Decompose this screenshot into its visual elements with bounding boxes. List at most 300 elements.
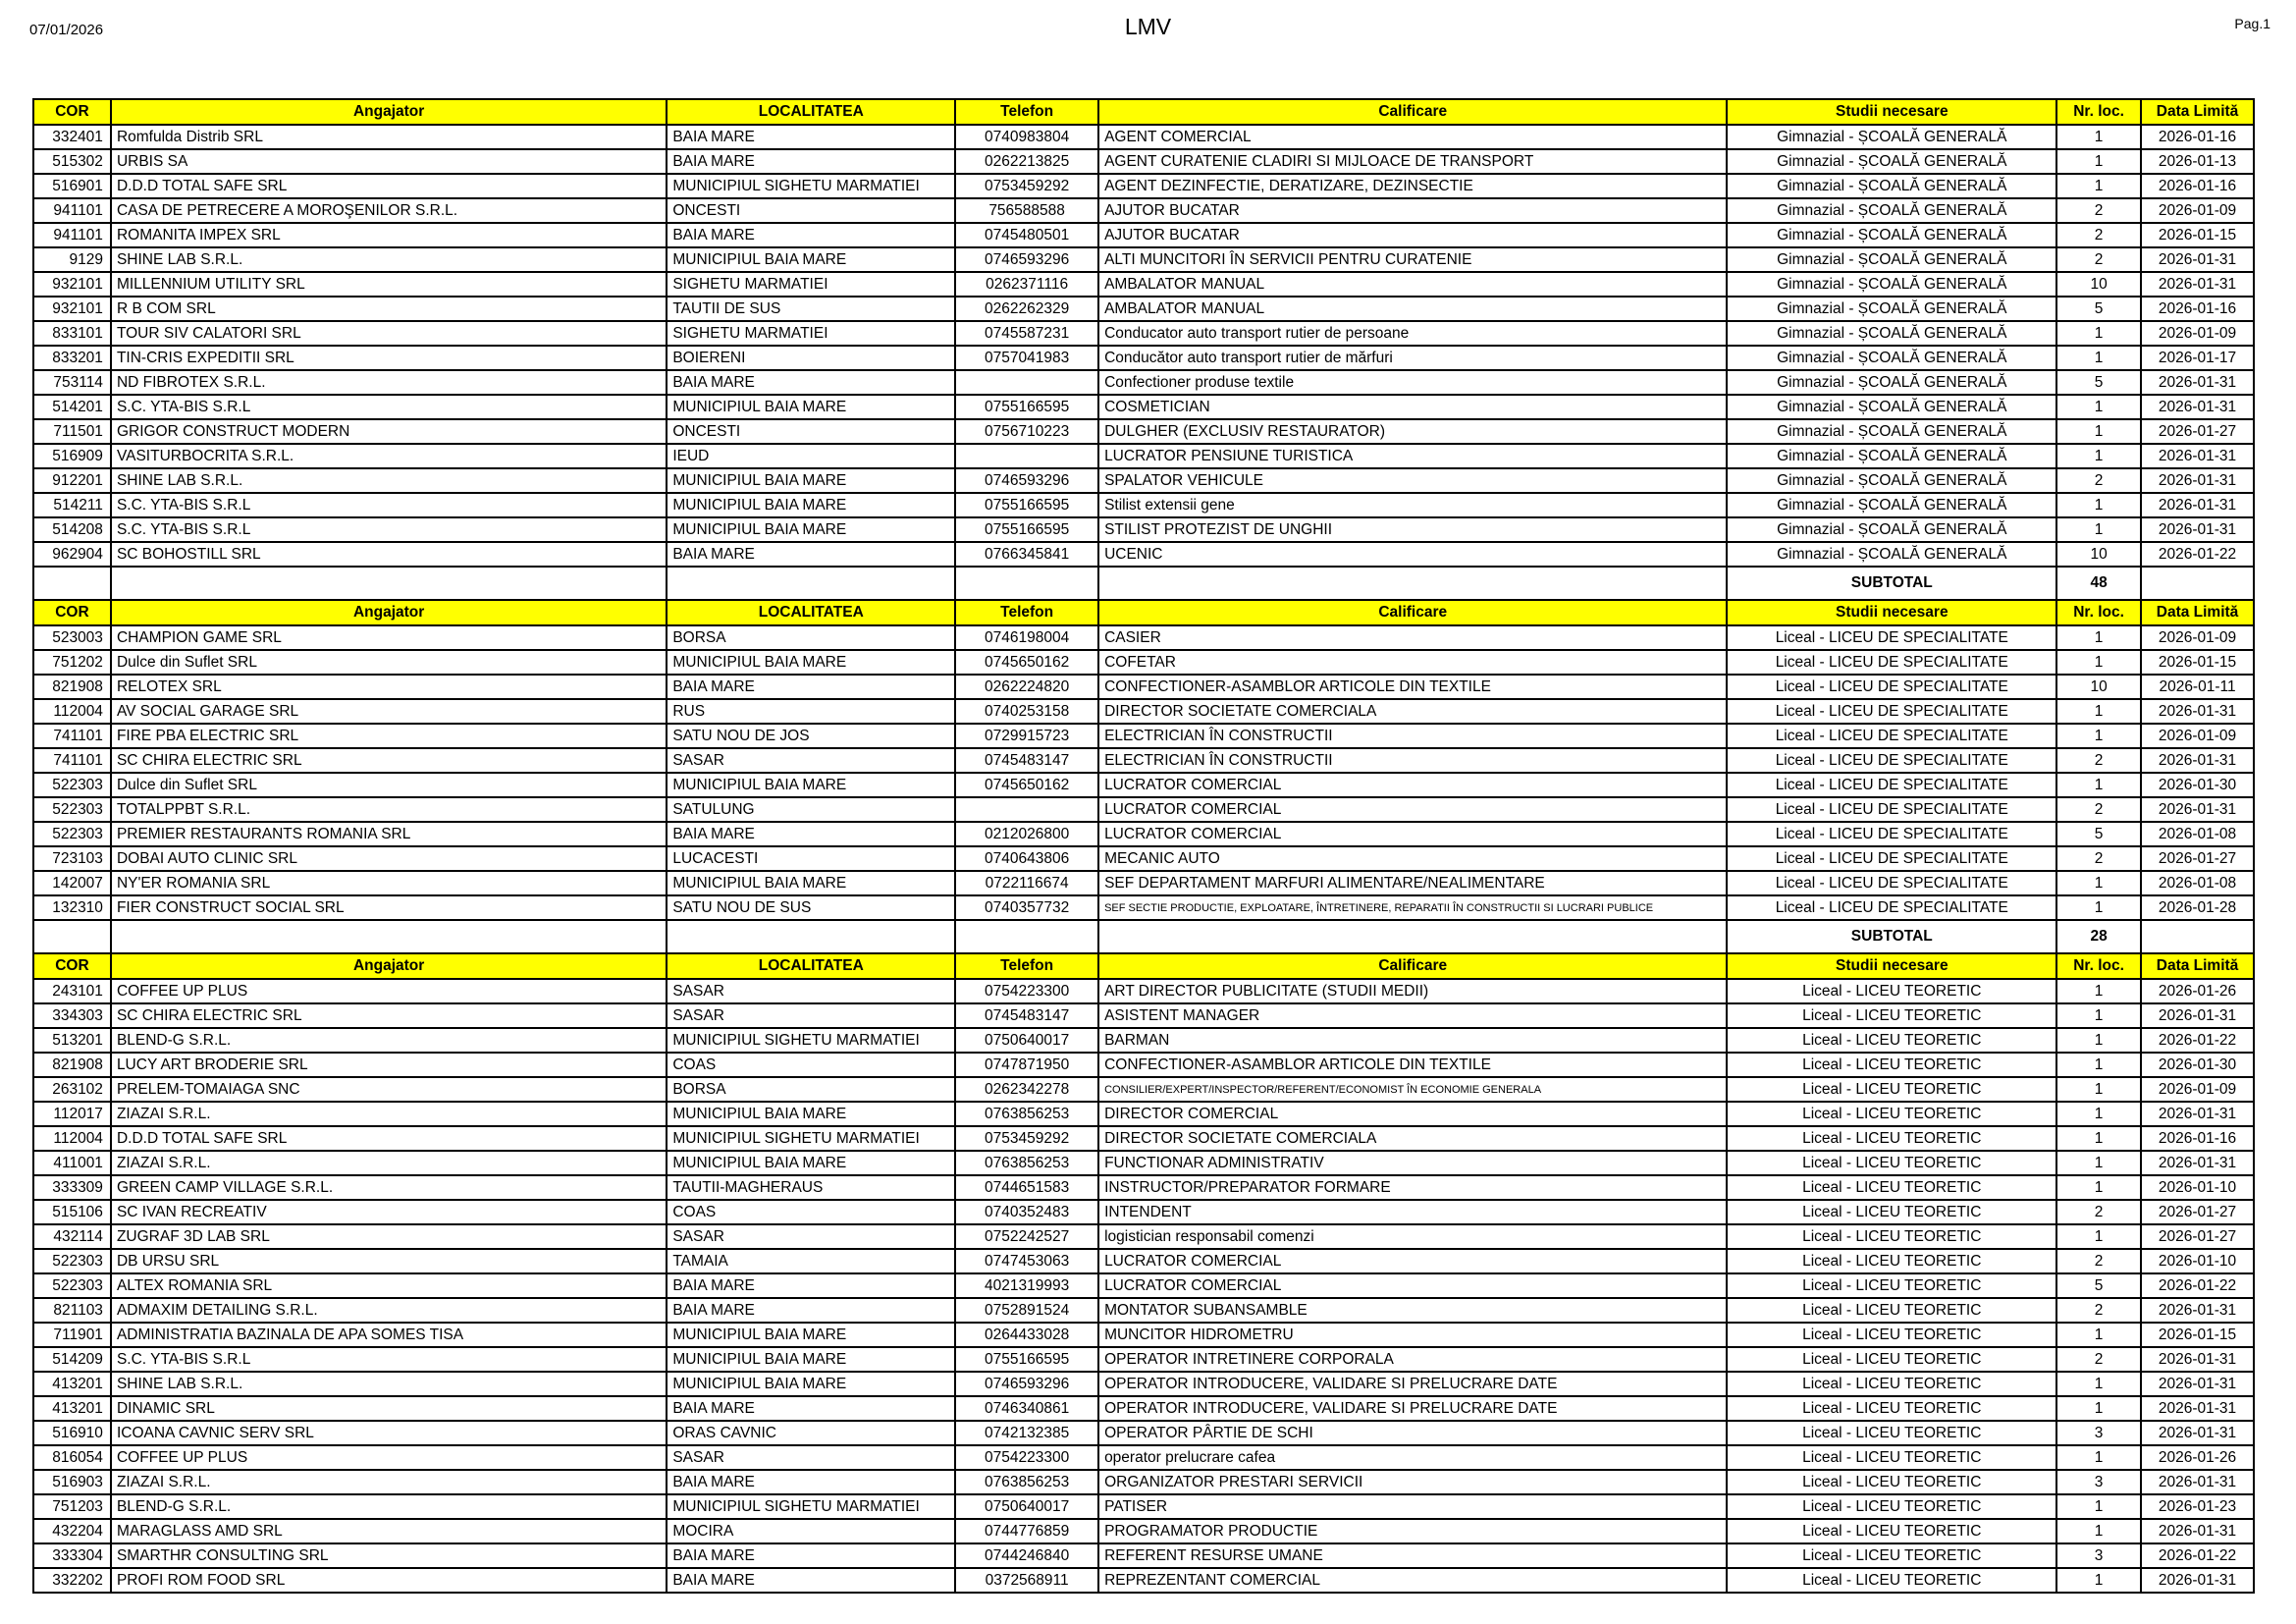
column-header-calificare: Calificare (1098, 953, 1727, 979)
table-row (33, 346, 2254, 370)
cell-studii-necesare: Gimnazial - ȘCOALĂ GENERALĂ (1727, 395, 2056, 419)
cell-nr-loc: 1 (2056, 1323, 2141, 1347)
cell-telefon: 0755166595 (955, 1347, 1098, 1372)
cell-localitatea: ORAS CAVNIC (667, 1421, 955, 1445)
cell-angajator: ZIAZAI S.R.L. (111, 1470, 667, 1494)
cell-angajator: TIN-CRIS EXPEDITII SRL (111, 346, 667, 370)
cell-data-limit: 2026-01-27 (2141, 1224, 2254, 1249)
cell-calificare: CASIER (1098, 625, 1727, 650)
cell-calificare: STILIST PROTEZIST DE UNGHII (1098, 517, 1727, 542)
cell-studii-necesare: Liceal - LICEU TEORETIC (1727, 1372, 2056, 1396)
cell-studii-necesare: Liceal - LICEU TEORETIC (1727, 1077, 2056, 1102)
table-row (33, 370, 2254, 395)
column-header-nr-loc: Nr. loc. (2056, 953, 2141, 979)
cell-angajator: ND FIBROTEX S.R.L. (111, 370, 667, 395)
cell-telefon: 0755166595 (955, 493, 1098, 517)
column-header-studii-necesare: Studii necesare (1727, 600, 2056, 625)
column-header-calificare: Calificare (1098, 600, 1727, 625)
cell-studii-necesare: Gimnazial - ȘCOALĂ GENERALĂ (1727, 493, 2056, 517)
cell-telefon (955, 370, 1098, 395)
table-row (33, 748, 2254, 773)
cell-data-limit: 2026-01-08 (2141, 871, 2254, 895)
cell-localitatea: MOCIRA (667, 1519, 955, 1543)
empty-cell (2141, 567, 2254, 600)
cell-telefon: 0756710223 (955, 419, 1098, 444)
cell-angajator: SHINE LAB S.R.L. (111, 247, 667, 272)
empty-cell (33, 920, 111, 953)
empty-cell (2141, 920, 2254, 953)
cell-studii-necesare: Gimnazial - ȘCOALĂ GENERALĂ (1727, 370, 2056, 395)
subtotal-row (33, 920, 2254, 953)
cell-data-limit: 2026-01-31 (2141, 444, 2254, 468)
cell-calificare: AGENT CURATENIE CLADIRI SI MIJLOACE DE TRANSPORT (1098, 149, 1727, 174)
cell-calificare: ELECTRICIAN ÎN CONSTRUCTII (1098, 748, 1727, 773)
cell-studii-necesare: Liceal - LICEU DE SPECIALITATE (1727, 625, 2056, 650)
cell-telefon: 0753459292 (955, 1126, 1098, 1151)
cell-angajator: D.D.D TOTAL SAFE SRL (111, 1126, 667, 1151)
cell-data-limit: 2026-01-30 (2141, 773, 2254, 797)
cell-telefon: 0750640017 (955, 1494, 1098, 1519)
cell-angajator: NY'ER ROMANIA SRL (111, 871, 667, 895)
cell-telefon: 0754223300 (955, 1445, 1098, 1470)
cell-angajator: ROMANITA IMPEX SRL (111, 223, 667, 247)
subtotal-value: 28 (2056, 920, 2141, 953)
cell-studii-necesare: Gimnazial - ȘCOALĂ GENERALĂ (1727, 198, 2056, 223)
cell-localitatea: BORSA (667, 625, 955, 650)
cell-localitatea: COAS (667, 1200, 955, 1224)
cell-calificare: operator prelucrare cafea (1098, 1445, 1727, 1470)
cell-localitatea: BAIA MARE (667, 542, 955, 567)
cell-calificare: DIRECTOR SOCIETATE COMERCIALA (1098, 699, 1727, 724)
cell-studii-necesare: Liceal - LICEU DE SPECIALITATE (1727, 724, 2056, 748)
cell-telefon: 0372568911 (955, 1568, 1098, 1593)
page-date: 07/01/2026 (29, 22, 104, 38)
table-row (33, 797, 2254, 822)
table-row (33, 125, 2254, 149)
cell-data-limit: 2026-01-16 (2141, 1126, 2254, 1151)
cell-telefon: 0746340861 (955, 1396, 1098, 1421)
cell-data-limit: 2026-01-31 (2141, 1470, 2254, 1494)
cell-cor: 941101 (33, 198, 111, 223)
cell-angajator: URBIS SA (111, 149, 667, 174)
cell-localitatea: BAIA MARE (667, 822, 955, 846)
cell-telefon: 0763856253 (955, 1151, 1098, 1175)
cell-angajator: DOBAI AUTO CLINIC SRL (111, 846, 667, 871)
cell-angajator: SC IVAN RECREATIV (111, 1200, 667, 1224)
cell-telefon: 0747871950 (955, 1053, 1098, 1077)
column-header-row (33, 600, 2254, 625)
cell-localitatea: MUNICIPIUL BAIA MARE (667, 1151, 955, 1175)
cell-angajator: SC CHIRA ELECTRIC SRL (111, 748, 667, 773)
cell-calificare: Conducator auto transport rutier de persoane (1098, 321, 1727, 346)
cell-cor: 515302 (33, 149, 111, 174)
cell-cor: 833101 (33, 321, 111, 346)
cell-nr-loc: 2 (2056, 247, 2141, 272)
cell-angajator: AV SOCIAL GARAGE SRL (111, 699, 667, 724)
cell-cor: 514209 (33, 1347, 111, 1372)
cell-cor: 522303 (33, 822, 111, 846)
cell-angajator: FIER CONSTRUCT SOCIAL SRL (111, 895, 667, 920)
cell-localitatea: MUNICIPIUL BAIA MARE (667, 1372, 955, 1396)
cell-angajator: ALTEX ROMANIA SRL (111, 1273, 667, 1298)
cell-telefon (955, 444, 1098, 468)
cell-cor: 821908 (33, 675, 111, 699)
subtotal-value: 48 (2056, 567, 2141, 600)
cell-studii-necesare: Gimnazial - ȘCOALĂ GENERALĂ (1727, 419, 2056, 444)
cell-data-limit: 2026-01-31 (2141, 748, 2254, 773)
cell-cor: 816054 (33, 1445, 111, 1470)
column-header-data-limit: Data Limită (2141, 953, 2254, 979)
cell-telefon: 0740643806 (955, 846, 1098, 871)
cell-studii-necesare: Gimnazial - ȘCOALĂ GENERALĂ (1727, 346, 2056, 370)
cell-angajator: S.C. YTA-BIS S.R.L (111, 1347, 667, 1372)
cell-cor: 711501 (33, 419, 111, 444)
cell-angajator: GRIGOR CONSTRUCT MODERN (111, 419, 667, 444)
cell-calificare: AMBALATOR MANUAL (1098, 297, 1727, 321)
table-row (33, 871, 2254, 895)
cell-data-limit: 2026-01-08 (2141, 822, 2254, 846)
cell-telefon: 0744776859 (955, 1519, 1098, 1543)
cell-cor: 522303 (33, 773, 111, 797)
cell-telefon: 0747453063 (955, 1249, 1098, 1273)
cell-localitatea: BAIA MARE (667, 1470, 955, 1494)
cell-angajator: SC CHIRA ELECTRIC SRL (111, 1003, 667, 1028)
cell-calificare: LUCRATOR COMERCIAL (1098, 1249, 1727, 1273)
cell-calificare: MECANIC AUTO (1098, 846, 1727, 871)
cell-studii-necesare: Liceal - LICEU DE SPECIALITATE (1727, 895, 2056, 920)
cell-data-limit: 2026-01-31 (2141, 1396, 2254, 1421)
cell-cor: 515106 (33, 1200, 111, 1224)
column-header-angajator: Angajator (111, 953, 667, 979)
cell-data-limit: 2026-01-22 (2141, 1273, 2254, 1298)
cell-studii-necesare: Liceal - LICEU DE SPECIALITATE (1727, 650, 2056, 675)
cell-data-limit: 2026-01-31 (2141, 370, 2254, 395)
cell-nr-loc: 1 (2056, 1372, 2141, 1396)
table-row (33, 1494, 2254, 1519)
cell-data-limit: 2026-01-31 (2141, 797, 2254, 822)
cell-angajator: Dulce din Suflet SRL (111, 773, 667, 797)
cell-angajator: VASITURBOCRITA S.R.L. (111, 444, 667, 468)
cell-calificare: SEF SECTIE PRODUCTIE, EXPLOATARE, ÎNTRETINERE, REPARATII ÎN CONSTRUCTII SI LUCRARI PUBLICE (1098, 895, 1727, 920)
table-row (33, 468, 2254, 493)
cell-angajator: BLEND-G S.R.L. (111, 1494, 667, 1519)
cell-localitatea: MUNICIPIUL BAIA MARE (667, 1347, 955, 1372)
cell-localitatea: ONCESTI (667, 198, 955, 223)
cell-angajator: SHINE LAB S.R.L. (111, 468, 667, 493)
cell-studii-necesare: Gimnazial - ȘCOALĂ GENERALĂ (1727, 272, 2056, 297)
subtotal-label: SUBTOTAL (1727, 920, 2056, 953)
cell-studii-necesare: Liceal - LICEU TEORETIC (1727, 1421, 2056, 1445)
cell-studii-necesare: Liceal - LICEU TEORETIC (1727, 1249, 2056, 1273)
cell-localitatea: BAIA MARE (667, 1543, 955, 1568)
cell-telefon: 0262342278 (955, 1077, 1098, 1102)
cell-cor: 411001 (33, 1151, 111, 1175)
cell-telefon: 0755166595 (955, 517, 1098, 542)
cell-studii-necesare: Liceal - LICEU TEORETIC (1727, 1151, 2056, 1175)
cell-telefon: 0745650162 (955, 650, 1098, 675)
table-row (33, 1200, 2254, 1224)
cell-data-limit: 2026-01-26 (2141, 1445, 2254, 1470)
cell-telefon: 0212026800 (955, 822, 1098, 846)
cell-calificare: DIRECTOR SOCIETATE COMERCIALA (1098, 1126, 1727, 1151)
cell-localitatea: ONCESTI (667, 419, 955, 444)
cell-cor: 522303 (33, 1273, 111, 1298)
cell-localitatea: SASAR (667, 1445, 955, 1470)
cell-localitatea: MUNICIPIUL SIGHETU MARMATIEI (667, 1126, 955, 1151)
cell-calificare: LUCRATOR COMERCIAL (1098, 1273, 1727, 1298)
cell-calificare: INSTRUCTOR/PREPARATOR FORMARE (1098, 1175, 1727, 1200)
cell-cor: 932101 (33, 297, 111, 321)
empty-cell (667, 920, 955, 953)
cell-data-limit: 2026-01-31 (2141, 1298, 2254, 1323)
table-row (33, 1396, 2254, 1421)
cell-cor: 513201 (33, 1028, 111, 1053)
cell-angajator: S.C. YTA-BIS S.R.L (111, 395, 667, 419)
cell-cor: 741101 (33, 748, 111, 773)
cell-angajator: S.C. YTA-BIS S.R.L (111, 517, 667, 542)
cell-localitatea: MUNICIPIUL BAIA MARE (667, 468, 955, 493)
cell-studii-necesare: Gimnazial - ȘCOALĂ GENERALĂ (1727, 468, 2056, 493)
cell-localitatea: MUNICIPIUL SIGHETU MARMATIEI (667, 1028, 955, 1053)
cell-nr-loc: 1 (2056, 1519, 2141, 1543)
cell-localitatea: SASAR (667, 979, 955, 1003)
cell-data-limit: 2026-01-15 (2141, 223, 2254, 247)
subtotal-row (33, 567, 2254, 600)
cell-cor: 332401 (33, 125, 111, 149)
column-header-cor: COR (33, 99, 111, 125)
cell-angajator: SHINE LAB S.R.L. (111, 1372, 667, 1396)
cell-cor: 142007 (33, 871, 111, 895)
cell-calificare: COSMETICIAN (1098, 395, 1727, 419)
cell-calificare: ALTI MUNCITORI ÎN SERVICII PENTRU CURATENIE (1098, 247, 1727, 272)
cell-cor: 821908 (33, 1053, 111, 1077)
column-header-angajator: Angajator (111, 600, 667, 625)
empty-cell (1098, 567, 1727, 600)
table-row (33, 419, 2254, 444)
column-header-row (33, 99, 2254, 125)
cell-cor: 9129 (33, 247, 111, 272)
cell-localitatea: BORSA (667, 1077, 955, 1102)
cell-localitatea: BAIA MARE (667, 1396, 955, 1421)
cell-angajator: CASA DE PETRECERE A MOROŞENILOR S.R.L. (111, 198, 667, 223)
cell-telefon: 0746198004 (955, 625, 1098, 650)
cell-studii-necesare: Liceal - LICEU DE SPECIALITATE (1727, 846, 2056, 871)
table-row (33, 297, 2254, 321)
cell-localitatea: MUNICIPIUL BAIA MARE (667, 773, 955, 797)
cell-angajator: PREMIER RESTAURANTS ROMANIA SRL (111, 822, 667, 846)
cell-telefon: 0757041983 (955, 346, 1098, 370)
cell-calificare: OPERATOR PÂRTIE DE SCHI (1098, 1421, 1727, 1445)
cell-telefon (955, 797, 1098, 822)
column-header-telefon: Telefon (955, 953, 1098, 979)
cell-cor: 522303 (33, 1249, 111, 1273)
cell-cor: 333309 (33, 1175, 111, 1200)
cell-studii-necesare: Liceal - LICEU TEORETIC (1727, 1323, 2056, 1347)
cell-calificare: OPERATOR INTRODUCERE, VALIDARE SI PRELUCRARE DATE (1098, 1396, 1727, 1421)
table-row (33, 822, 2254, 846)
cell-nr-loc: 1 (2056, 517, 2141, 542)
cell-angajator: FIRE PBA ELECTRIC SRL (111, 724, 667, 748)
column-header-cor: COR (33, 600, 111, 625)
cell-nr-loc: 2 (2056, 797, 2141, 822)
cell-angajator: D.D.D TOTAL SAFE SRL (111, 174, 667, 198)
cell-telefon: 0744246840 (955, 1543, 1098, 1568)
cell-telefon: 0745587231 (955, 321, 1098, 346)
cell-data-limit: 2026-01-09 (2141, 198, 2254, 223)
cell-cor: 941101 (33, 223, 111, 247)
cell-telefon: 0746593296 (955, 247, 1098, 272)
cell-studii-necesare: Gimnazial - ȘCOALĂ GENERALĂ (1727, 247, 2056, 272)
cell-angajator: Romfulda Distrib SRL (111, 125, 667, 149)
cell-angajator: ICOANA CAVNIC SERV SRL (111, 1421, 667, 1445)
cell-data-limit: 2026-01-15 (2141, 1323, 2254, 1347)
cell-calificare: CONSILIER/EXPERT/INSPECTOR/REFERENT/ECONOMIST ÎN ECONOMIE GENERALA (1098, 1077, 1727, 1102)
cell-localitatea: TAUTII-MAGHERAUS (667, 1175, 955, 1200)
table-row (33, 1519, 2254, 1543)
cell-nr-loc: 2 (2056, 1298, 2141, 1323)
column-header-nr-loc: Nr. loc. (2056, 99, 2141, 125)
cell-cor: 112017 (33, 1102, 111, 1126)
cell-angajator: R B COM SRL (111, 297, 667, 321)
cell-nr-loc: 1 (2056, 125, 2141, 149)
cell-cor: 432204 (33, 1519, 111, 1543)
cell-calificare: LUCRATOR COMERCIAL (1098, 797, 1727, 822)
cell-data-limit: 2026-01-31 (2141, 1347, 2254, 1372)
cell-data-limit: 2026-01-09 (2141, 625, 2254, 650)
cell-studii-necesare: Liceal - LICEU TEORETIC (1727, 1470, 2056, 1494)
cell-localitatea: IEUD (667, 444, 955, 468)
cell-angajator: ZUGRAF 3D LAB SRL (111, 1224, 667, 1249)
cell-cor: 132310 (33, 895, 111, 920)
table-row (33, 1372, 2254, 1396)
cell-nr-loc: 5 (2056, 370, 2141, 395)
cell-calificare: SEF DEPARTAMENT MARFURI ALIMENTARE/NEALIMENTARE (1098, 871, 1727, 895)
cell-data-limit: 2026-01-15 (2141, 650, 2254, 675)
cell-nr-loc: 1 (2056, 1224, 2141, 1249)
cell-telefon: 0262224820 (955, 675, 1098, 699)
cell-data-limit: 2026-01-31 (2141, 1519, 2254, 1543)
cell-calificare: ELECTRICIAN ÎN CONSTRUCTII (1098, 724, 1727, 748)
cell-localitatea: SATU NOU DE SUS (667, 895, 955, 920)
cell-studii-necesare: Liceal - LICEU TEORETIC (1727, 1200, 2056, 1224)
cell-nr-loc: 1 (2056, 174, 2141, 198)
table-row (33, 272, 2254, 297)
cell-telefon: 0746593296 (955, 1372, 1098, 1396)
cell-studii-necesare: Liceal - LICEU TEORETIC (1727, 1003, 2056, 1028)
cell-localitatea: BAIA MARE (667, 370, 955, 395)
cell-studii-necesare: Liceal - LICEU DE SPECIALITATE (1727, 699, 2056, 724)
cell-angajator: Dulce din Suflet SRL (111, 650, 667, 675)
cell-calificare: FUNCTIONAR ADMINISTRATIV (1098, 1151, 1727, 1175)
cell-studii-necesare: Liceal - LICEU TEORETIC (1727, 1519, 2056, 1543)
empty-cell (1098, 920, 1727, 953)
column-header-localitatea: LOCALITATEA (667, 99, 955, 125)
cell-angajator: DB URSU SRL (111, 1249, 667, 1273)
cell-studii-necesare: Gimnazial - ȘCOALĂ GENERALĂ (1727, 297, 2056, 321)
table-row (33, 1445, 2254, 1470)
cell-nr-loc: 1 (2056, 395, 2141, 419)
column-header-calificare: Calificare (1098, 99, 1727, 125)
cell-telefon: 0745483147 (955, 1003, 1098, 1028)
table-row (33, 650, 2254, 675)
cell-nr-loc: 2 (2056, 846, 2141, 871)
cell-cor: 333304 (33, 1543, 111, 1568)
cell-calificare: logistician responsabil comenzi (1098, 1224, 1727, 1249)
cell-localitatea: BAIA MARE (667, 1568, 955, 1593)
cell-telefon: 0745650162 (955, 773, 1098, 797)
table-row (33, 517, 2254, 542)
cell-studii-necesare: Liceal - LICEU TEORETIC (1727, 1298, 2056, 1323)
cell-nr-loc: 1 (2056, 149, 2141, 174)
cell-data-limit: 2026-01-10 (2141, 1249, 2254, 1273)
cell-cor: 753114 (33, 370, 111, 395)
cell-cor: 263102 (33, 1077, 111, 1102)
cell-angajator: BLEND-G S.R.L. (111, 1028, 667, 1053)
cell-angajator: MARAGLASS AMD SRL (111, 1519, 667, 1543)
cell-cor: 833201 (33, 346, 111, 370)
cell-telefon: 0745483147 (955, 748, 1098, 773)
cell-cor: 332202 (33, 1568, 111, 1593)
cell-calificare: Stilist extensii gene (1098, 493, 1727, 517)
cell-studii-necesare: Liceal - LICEU TEORETIC (1727, 1126, 2056, 1151)
cell-studii-necesare: Liceal - LICEU TEORETIC (1727, 1568, 2056, 1593)
cell-studii-necesare: Liceal - LICEU DE SPECIALITATE (1727, 822, 2056, 846)
cell-telefon: 0740983804 (955, 125, 1098, 149)
table-row (33, 1543, 2254, 1568)
cell-localitatea: MUNICIPIUL SIGHETU MARMATIEI (667, 1494, 955, 1519)
cell-angajator: GREEN CAMP VILLAGE S.R.L. (111, 1175, 667, 1200)
cell-calificare: Confectioner produse textile (1098, 370, 1727, 395)
cell-data-limit: 2026-01-16 (2141, 125, 2254, 149)
cell-localitatea: COAS (667, 1053, 955, 1077)
table-row (33, 1249, 2254, 1273)
table-row (33, 1175, 2254, 1200)
cell-calificare: AGENT DEZINFECTIE, DERATIZARE, DEZINSECTIE (1098, 174, 1727, 198)
empty-cell (955, 567, 1098, 600)
cell-cor: 514211 (33, 493, 111, 517)
cell-telefon: 0262213825 (955, 149, 1098, 174)
cell-cor: 523003 (33, 625, 111, 650)
cell-localitatea: BAIA MARE (667, 675, 955, 699)
cell-studii-necesare: Liceal - LICEU TEORETIC (1727, 1396, 2056, 1421)
cell-cor: 334303 (33, 1003, 111, 1028)
cell-nr-loc: 1 (2056, 1494, 2141, 1519)
empty-cell (667, 567, 955, 600)
cell-nr-loc: 2 (2056, 1200, 2141, 1224)
cell-angajator: DINAMIC SRL (111, 1396, 667, 1421)
cell-calificare: ART DIRECTOR PUBLICITATE (STUDII MEDII) (1098, 979, 1727, 1003)
cell-telefon: 0746593296 (955, 468, 1098, 493)
cell-data-limit: 2026-01-31 (2141, 1568, 2254, 1593)
empty-cell (955, 920, 1098, 953)
cell-nr-loc: 1 (2056, 1151, 2141, 1175)
cell-cor: 522303 (33, 797, 111, 822)
cell-data-limit: 2026-01-22 (2141, 1028, 2254, 1053)
table-section (33, 99, 2254, 600)
cell-nr-loc: 1 (2056, 699, 2141, 724)
cell-data-limit: 2026-01-31 (2141, 1372, 2254, 1396)
cell-telefon: 0740253158 (955, 699, 1098, 724)
empty-cell (33, 567, 111, 600)
cell-calificare: INTENDENT (1098, 1200, 1727, 1224)
cell-calificare: AGENT COMERCIAL (1098, 125, 1727, 149)
cell-angajator: MILLENNIUM UTILITY SRL (111, 272, 667, 297)
cell-studii-necesare: Liceal - LICEU TEORETIC (1727, 1445, 2056, 1470)
cell-telefon: 0722116674 (955, 871, 1098, 895)
cell-nr-loc: 2 (2056, 468, 2141, 493)
job-table (32, 98, 2255, 1594)
cell-calificare: OPERATOR INTRODUCERE, VALIDARE SI PRELUCRARE DATE (1098, 1372, 1727, 1396)
